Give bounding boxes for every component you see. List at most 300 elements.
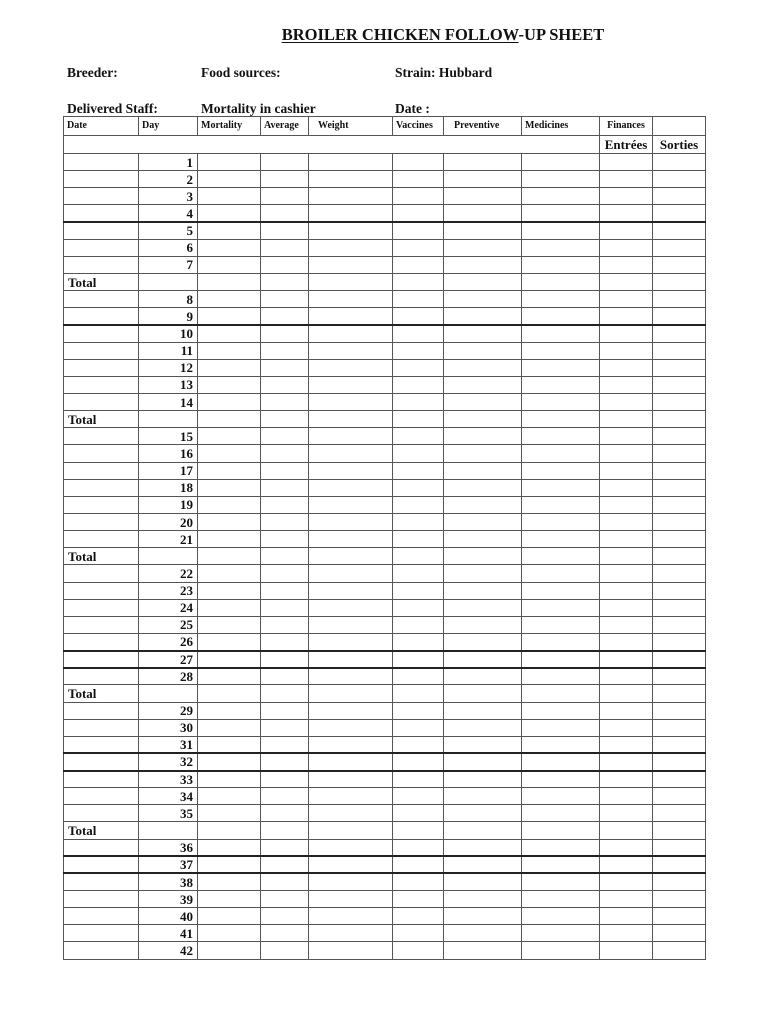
sorties-cell[interactable]	[653, 685, 706, 702]
preventive-cell[interactable]	[444, 256, 522, 273]
weight-cell[interactable]	[309, 308, 393, 325]
weight-cell[interactable]	[309, 513, 393, 530]
sorties-cell[interactable]	[653, 599, 706, 616]
weight-cell[interactable]	[309, 239, 393, 256]
vaccines-cell[interactable]	[393, 325, 444, 342]
vaccines-cell[interactable]	[393, 942, 444, 959]
mortality-cell[interactable]	[198, 582, 261, 599]
weight-cell[interactable]	[309, 719, 393, 736]
mortality-cell[interactable]	[198, 788, 261, 805]
mortality-cell[interactable]	[198, 273, 261, 290]
medicines-cell[interactable]	[522, 788, 600, 805]
entrees-cell[interactable]	[600, 205, 653, 222]
preventive-cell[interactable]	[444, 531, 522, 548]
vaccines-cell[interactable]	[393, 668, 444, 685]
date-cell[interactable]	[64, 256, 139, 273]
entrees-cell[interactable]	[600, 171, 653, 188]
preventive-cell[interactable]	[444, 308, 522, 325]
medicines-cell[interactable]	[522, 513, 600, 530]
entrees-cell[interactable]	[600, 359, 653, 376]
vaccines-cell[interactable]	[393, 342, 444, 359]
average-cell[interactable]	[261, 376, 309, 393]
average-cell[interactable]	[261, 891, 309, 908]
mortality-cell[interactable]	[198, 222, 261, 239]
mortality-cell[interactable]	[198, 359, 261, 376]
vaccines-cell[interactable]	[393, 891, 444, 908]
average-cell[interactable]	[261, 308, 309, 325]
sorties-cell[interactable]	[653, 822, 706, 839]
entrees-cell[interactable]	[600, 479, 653, 496]
sorties-cell[interactable]	[653, 496, 706, 513]
weight-cell[interactable]	[309, 891, 393, 908]
weight-cell[interactable]	[309, 873, 393, 890]
date-cell[interactable]	[64, 325, 139, 342]
entrees-cell[interactable]	[600, 411, 653, 428]
preventive-cell[interactable]	[444, 719, 522, 736]
entrees-cell[interactable]	[600, 445, 653, 462]
weight-cell[interactable]	[309, 616, 393, 633]
medicines-cell[interactable]	[522, 668, 600, 685]
mortality-cell[interactable]	[198, 925, 261, 942]
date-cell[interactable]	[64, 633, 139, 650]
entrees-cell[interactable]	[600, 393, 653, 410]
date-cell[interactable]	[64, 942, 139, 959]
vaccines-cell[interactable]	[393, 531, 444, 548]
sorties-cell[interactable]	[653, 805, 706, 822]
date-cell[interactable]	[64, 359, 139, 376]
weight-cell[interactable]	[309, 445, 393, 462]
entrees-cell[interactable]	[600, 651, 653, 668]
preventive-cell[interactable]	[444, 599, 522, 616]
average-cell[interactable]	[261, 565, 309, 582]
entrees-cell[interactable]	[600, 822, 653, 839]
vaccines-cell[interactable]	[393, 462, 444, 479]
average-cell[interactable]	[261, 273, 309, 290]
sorties-cell[interactable]	[653, 239, 706, 256]
vaccines-cell[interactable]	[393, 548, 444, 565]
vaccines-cell[interactable]	[393, 411, 444, 428]
medicines-cell[interactable]	[522, 411, 600, 428]
preventive-cell[interactable]	[444, 239, 522, 256]
sorties-cell[interactable]	[653, 891, 706, 908]
average-cell[interactable]	[261, 668, 309, 685]
sorties-cell[interactable]	[653, 273, 706, 290]
preventive-cell[interactable]	[444, 839, 522, 856]
preventive-cell[interactable]	[444, 822, 522, 839]
average-cell[interactable]	[261, 599, 309, 616]
vaccines-cell[interactable]	[393, 239, 444, 256]
preventive-cell[interactable]	[444, 942, 522, 959]
vaccines-cell[interactable]	[393, 753, 444, 770]
date-cell[interactable]	[64, 839, 139, 856]
weight-cell[interactable]	[309, 925, 393, 942]
date-cell[interactable]	[64, 222, 139, 239]
vaccines-cell[interactable]	[393, 154, 444, 171]
date-cell[interactable]	[64, 496, 139, 513]
date-cell[interactable]	[64, 565, 139, 582]
preventive-cell[interactable]	[444, 582, 522, 599]
vaccines-cell[interactable]	[393, 205, 444, 222]
weight-cell[interactable]	[309, 496, 393, 513]
date-cell[interactable]	[64, 873, 139, 890]
vaccines-cell[interactable]	[393, 222, 444, 239]
sorties-cell[interactable]	[653, 702, 706, 719]
entrees-cell[interactable]	[600, 308, 653, 325]
mortality-cell[interactable]	[198, 462, 261, 479]
date-cell[interactable]	[64, 925, 139, 942]
average-cell[interactable]	[261, 719, 309, 736]
average-cell[interactable]	[261, 702, 309, 719]
weight-cell[interactable]	[309, 668, 393, 685]
weight-cell[interactable]	[309, 222, 393, 239]
mortality-cell[interactable]	[198, 942, 261, 959]
entrees-cell[interactable]	[600, 805, 653, 822]
preventive-cell[interactable]	[444, 342, 522, 359]
sorties-cell[interactable]	[653, 188, 706, 205]
weight-cell[interactable]	[309, 428, 393, 445]
preventive-cell[interactable]	[444, 651, 522, 668]
preventive-cell[interactable]	[444, 154, 522, 171]
average-cell[interactable]	[261, 513, 309, 530]
sorties-cell[interactable]	[653, 445, 706, 462]
sorties-cell[interactable]	[653, 531, 706, 548]
sorties-cell[interactable]	[653, 719, 706, 736]
medicines-cell[interactable]	[522, 582, 600, 599]
date-cell[interactable]	[64, 856, 139, 873]
date-cell[interactable]	[64, 291, 139, 308]
entrees-cell[interactable]	[600, 925, 653, 942]
entrees-cell[interactable]	[600, 702, 653, 719]
sorties-cell[interactable]	[653, 479, 706, 496]
mortality-cell[interactable]	[198, 239, 261, 256]
average-cell[interactable]	[261, 411, 309, 428]
average-cell[interactable]	[261, 342, 309, 359]
date-cell[interactable]	[64, 188, 139, 205]
vaccines-cell[interactable]	[393, 651, 444, 668]
mortality-cell[interactable]	[198, 565, 261, 582]
weight-cell[interactable]	[309, 548, 393, 565]
average-cell[interactable]	[261, 445, 309, 462]
entrees-cell[interactable]	[600, 513, 653, 530]
vaccines-cell[interactable]	[393, 822, 444, 839]
vaccines-cell[interactable]	[393, 633, 444, 650]
sorties-cell[interactable]	[653, 291, 706, 308]
medicines-cell[interactable]	[522, 376, 600, 393]
preventive-cell[interactable]	[444, 205, 522, 222]
date-cell[interactable]	[64, 308, 139, 325]
medicines-cell[interactable]	[522, 942, 600, 959]
preventive-cell[interactable]	[444, 616, 522, 633]
medicines-cell[interactable]	[522, 222, 600, 239]
entrees-cell[interactable]	[600, 565, 653, 582]
preventive-cell[interactable]	[444, 788, 522, 805]
mortality-cell[interactable]	[198, 702, 261, 719]
vaccines-cell[interactable]	[393, 359, 444, 376]
mortality-cell[interactable]	[198, 496, 261, 513]
vaccines-cell[interactable]	[393, 599, 444, 616]
entrees-cell[interactable]	[600, 376, 653, 393]
date-cell[interactable]	[64, 788, 139, 805]
vaccines-cell[interactable]	[393, 513, 444, 530]
preventive-cell[interactable]	[444, 171, 522, 188]
sorties-cell[interactable]	[653, 668, 706, 685]
date-cell[interactable]	[64, 719, 139, 736]
weight-cell[interactable]	[309, 788, 393, 805]
weight-cell[interactable]	[309, 291, 393, 308]
entrees-cell[interactable]	[600, 942, 653, 959]
mortality-cell[interactable]	[198, 428, 261, 445]
preventive-cell[interactable]	[444, 291, 522, 308]
sorties-cell[interactable]	[653, 513, 706, 530]
entrees-cell[interactable]	[600, 291, 653, 308]
date-cell[interactable]	[64, 376, 139, 393]
average-cell[interactable]	[261, 685, 309, 702]
sorties-cell[interactable]	[653, 873, 706, 890]
mortality-cell[interactable]	[198, 651, 261, 668]
entrees-cell[interactable]	[600, 599, 653, 616]
entrees-cell[interactable]	[600, 788, 653, 805]
preventive-cell[interactable]	[444, 891, 522, 908]
sorties-cell[interactable]	[653, 171, 706, 188]
vaccines-cell[interactable]	[393, 788, 444, 805]
entrees-cell[interactable]	[600, 325, 653, 342]
sorties-cell[interactable]	[653, 376, 706, 393]
preventive-cell[interactable]	[444, 428, 522, 445]
entrees-cell[interactable]	[600, 531, 653, 548]
weight-cell[interactable]	[309, 805, 393, 822]
average-cell[interactable]	[261, 651, 309, 668]
average-cell[interactable]	[261, 839, 309, 856]
mortality-cell[interactable]	[198, 393, 261, 410]
vaccines-cell[interactable]	[393, 582, 444, 599]
preventive-cell[interactable]	[444, 445, 522, 462]
mortality-cell[interactable]	[198, 342, 261, 359]
medicines-cell[interactable]	[522, 548, 600, 565]
preventive-cell[interactable]	[444, 462, 522, 479]
medicines-cell[interactable]	[522, 393, 600, 410]
vaccines-cell[interactable]	[393, 445, 444, 462]
mortality-cell[interactable]	[198, 719, 261, 736]
date-cell[interactable]	[64, 393, 139, 410]
sorties-cell[interactable]	[653, 325, 706, 342]
average-cell[interactable]	[261, 496, 309, 513]
date-cell[interactable]	[64, 479, 139, 496]
vaccines-cell[interactable]	[393, 376, 444, 393]
vaccines-cell[interactable]	[393, 393, 444, 410]
mortality-cell[interactable]	[198, 445, 261, 462]
preventive-cell[interactable]	[444, 325, 522, 342]
medicines-cell[interactable]	[522, 685, 600, 702]
entrees-cell[interactable]	[600, 239, 653, 256]
medicines-cell[interactable]	[522, 873, 600, 890]
entrees-cell[interactable]	[600, 222, 653, 239]
mortality-cell[interactable]	[198, 548, 261, 565]
medicines-cell[interactable]	[522, 719, 600, 736]
mortality-cell[interactable]	[198, 531, 261, 548]
vaccines-cell[interactable]	[393, 291, 444, 308]
sorties-cell[interactable]	[653, 359, 706, 376]
date-cell[interactable]	[64, 582, 139, 599]
weight-cell[interactable]	[309, 325, 393, 342]
weight-cell[interactable]	[309, 273, 393, 290]
mortality-cell[interactable]	[198, 616, 261, 633]
preventive-cell[interactable]	[444, 805, 522, 822]
preventive-cell[interactable]	[444, 908, 522, 925]
vaccines-cell[interactable]	[393, 565, 444, 582]
weight-cell[interactable]	[309, 908, 393, 925]
entrees-cell[interactable]	[600, 256, 653, 273]
medicines-cell[interactable]	[522, 599, 600, 616]
average-cell[interactable]	[261, 925, 309, 942]
average-cell[interactable]	[261, 171, 309, 188]
average-cell[interactable]	[261, 205, 309, 222]
mortality-cell[interactable]	[198, 633, 261, 650]
sorties-cell[interactable]	[653, 616, 706, 633]
entrees-cell[interactable]	[600, 856, 653, 873]
medicines-cell[interactable]	[522, 308, 600, 325]
average-cell[interactable]	[261, 239, 309, 256]
average-cell[interactable]	[261, 393, 309, 410]
medicines-cell[interactable]	[522, 839, 600, 856]
mortality-cell[interactable]	[198, 753, 261, 770]
preventive-cell[interactable]	[444, 411, 522, 428]
preventive-cell[interactable]	[444, 513, 522, 530]
preventive-cell[interactable]	[444, 873, 522, 890]
average-cell[interactable]	[261, 325, 309, 342]
entrees-cell[interactable]	[600, 462, 653, 479]
average-cell[interactable]	[261, 222, 309, 239]
vaccines-cell[interactable]	[393, 496, 444, 513]
preventive-cell[interactable]	[444, 548, 522, 565]
medicines-cell[interactable]	[522, 291, 600, 308]
entrees-cell[interactable]	[600, 908, 653, 925]
date-cell[interactable]	[64, 753, 139, 770]
sorties-cell[interactable]	[653, 565, 706, 582]
entrees-cell[interactable]	[600, 342, 653, 359]
vaccines-cell[interactable]	[393, 856, 444, 873]
vaccines-cell[interactable]	[393, 685, 444, 702]
date-cell[interactable]	[64, 428, 139, 445]
average-cell[interactable]	[261, 771, 309, 788]
mortality-cell[interactable]	[198, 822, 261, 839]
weight-cell[interactable]	[309, 599, 393, 616]
vaccines-cell[interactable]	[393, 428, 444, 445]
weight-cell[interactable]	[309, 702, 393, 719]
mortality-cell[interactable]	[198, 771, 261, 788]
medicines-cell[interactable]	[522, 856, 600, 873]
preventive-cell[interactable]	[444, 736, 522, 753]
weight-cell[interactable]	[309, 154, 393, 171]
preventive-cell[interactable]	[444, 633, 522, 650]
entrees-cell[interactable]	[600, 428, 653, 445]
vaccines-cell[interactable]	[393, 479, 444, 496]
preventive-cell[interactable]	[444, 479, 522, 496]
date-cell[interactable]	[64, 908, 139, 925]
date-cell[interactable]	[64, 462, 139, 479]
mortality-cell[interactable]	[198, 171, 261, 188]
mortality-cell[interactable]	[198, 685, 261, 702]
medicines-cell[interactable]	[522, 891, 600, 908]
sorties-cell[interactable]	[653, 222, 706, 239]
average-cell[interactable]	[261, 873, 309, 890]
preventive-cell[interactable]	[444, 668, 522, 685]
entrees-cell[interactable]	[600, 582, 653, 599]
medicines-cell[interactable]	[522, 359, 600, 376]
weight-cell[interactable]	[309, 753, 393, 770]
weight-cell[interactable]	[309, 479, 393, 496]
date-cell[interactable]	[64, 616, 139, 633]
sorties-cell[interactable]	[653, 839, 706, 856]
sorties-cell[interactable]	[653, 582, 706, 599]
entrees-cell[interactable]	[600, 616, 653, 633]
weight-cell[interactable]	[309, 633, 393, 650]
sorties-cell[interactable]	[653, 342, 706, 359]
mortality-cell[interactable]	[198, 805, 261, 822]
medicines-cell[interactable]	[522, 633, 600, 650]
weight-cell[interactable]	[309, 531, 393, 548]
vaccines-cell[interactable]	[393, 308, 444, 325]
average-cell[interactable]	[261, 479, 309, 496]
sorties-cell[interactable]	[653, 154, 706, 171]
medicines-cell[interactable]	[522, 445, 600, 462]
date-cell[interactable]	[64, 702, 139, 719]
entrees-cell[interactable]	[600, 891, 653, 908]
entrees-cell[interactable]	[600, 154, 653, 171]
medicines-cell[interactable]	[522, 925, 600, 942]
preventive-cell[interactable]	[444, 702, 522, 719]
weight-cell[interactable]	[309, 171, 393, 188]
mortality-cell[interactable]	[198, 873, 261, 890]
mortality-cell[interactable]	[198, 736, 261, 753]
weight-cell[interactable]	[309, 651, 393, 668]
day-cell[interactable]	[139, 685, 198, 702]
medicines-cell[interactable]	[522, 188, 600, 205]
preventive-cell[interactable]	[444, 376, 522, 393]
sorties-cell[interactable]	[653, 205, 706, 222]
mortality-cell[interactable]	[198, 325, 261, 342]
weight-cell[interactable]	[309, 822, 393, 839]
preventive-cell[interactable]	[444, 685, 522, 702]
weight-cell[interactable]	[309, 771, 393, 788]
medicines-cell[interactable]	[522, 342, 600, 359]
medicines-cell[interactable]	[522, 154, 600, 171]
entrees-cell[interactable]	[600, 873, 653, 890]
mortality-cell[interactable]	[198, 891, 261, 908]
weight-cell[interactable]	[309, 856, 393, 873]
average-cell[interactable]	[261, 154, 309, 171]
sorties-cell[interactable]	[653, 633, 706, 650]
mortality-cell[interactable]	[198, 839, 261, 856]
medicines-cell[interactable]	[522, 771, 600, 788]
average-cell[interactable]	[261, 822, 309, 839]
mortality-cell[interactable]	[198, 479, 261, 496]
weight-cell[interactable]	[309, 565, 393, 582]
entrees-cell[interactable]	[600, 273, 653, 290]
date-cell[interactable]	[64, 342, 139, 359]
average-cell[interactable]	[261, 736, 309, 753]
sorties-cell[interactable]	[653, 393, 706, 410]
sorties-cell[interactable]	[653, 925, 706, 942]
vaccines-cell[interactable]	[393, 771, 444, 788]
vaccines-cell[interactable]	[393, 273, 444, 290]
medicines-cell[interactable]	[522, 651, 600, 668]
preventive-cell[interactable]	[444, 496, 522, 513]
medicines-cell[interactable]	[522, 462, 600, 479]
medicines-cell[interactable]	[522, 325, 600, 342]
medicines-cell[interactable]	[522, 428, 600, 445]
date-cell[interactable]	[64, 805, 139, 822]
mortality-cell[interactable]	[198, 411, 261, 428]
